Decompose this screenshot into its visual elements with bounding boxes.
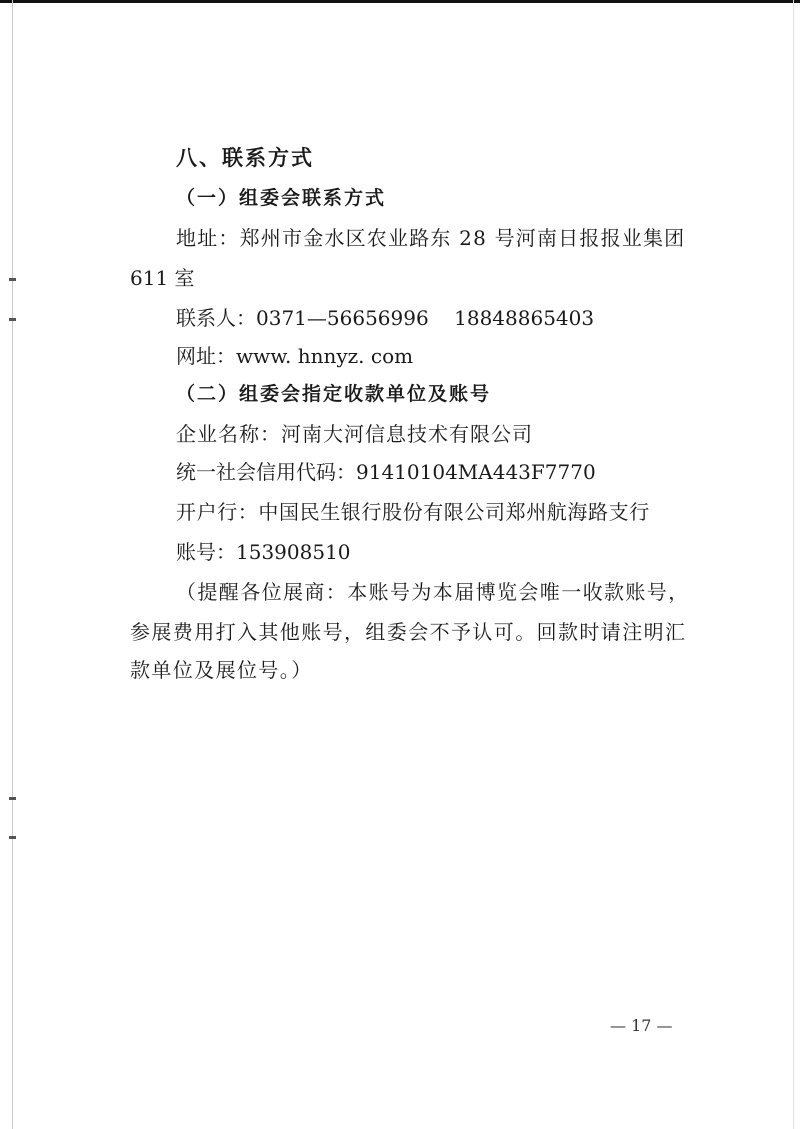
company-line: 企业名称：河南大河信息技术有限公司: [176, 422, 533, 446]
website-line: 网址：www. hnnyz. com: [176, 344, 414, 368]
scan-left-edge: [12, 0, 13, 1129]
binding-mark: [9, 278, 16, 281]
binding-mark: [9, 797, 16, 800]
bank-line: 开户行：中国民生银行股份有限公司郑州航海路支行: [176, 500, 650, 524]
binding-mark: [9, 836, 16, 839]
payment-heading: （二）组委会指定收款单位及账号: [176, 383, 492, 405]
address-line-2: 611 室: [130, 266, 195, 290]
section-heading: 八、联系方式: [176, 146, 314, 170]
account-line: 账号：153908510: [176, 540, 351, 564]
notice-line-2: 参展费用打入其他账号，组委会不予认可。回款时请注明汇: [130, 620, 687, 644]
scan-right-edge: [793, 0, 794, 1129]
notice-line-1: （提醒各位展商：本账号为本届博览会唯一收款账号，: [176, 580, 690, 604]
contact-line: 联系人：0371—56656996 18848865403: [176, 306, 595, 330]
binding-mark: [9, 318, 16, 321]
scan-top-border: [0, 0, 800, 3]
notice-line-3: 款单位及展位号。）: [130, 658, 313, 682]
credit-code-line: 统一社会信用代码：91410104MA443F7770: [176, 460, 596, 484]
page-number: — 17 —: [610, 1016, 673, 1035]
organizer-heading: （一）组委会联系方式: [176, 187, 387, 209]
address-line-1: 地址：郑州市金水区农业路东 28 号河南日报报业集团: [176, 226, 686, 250]
